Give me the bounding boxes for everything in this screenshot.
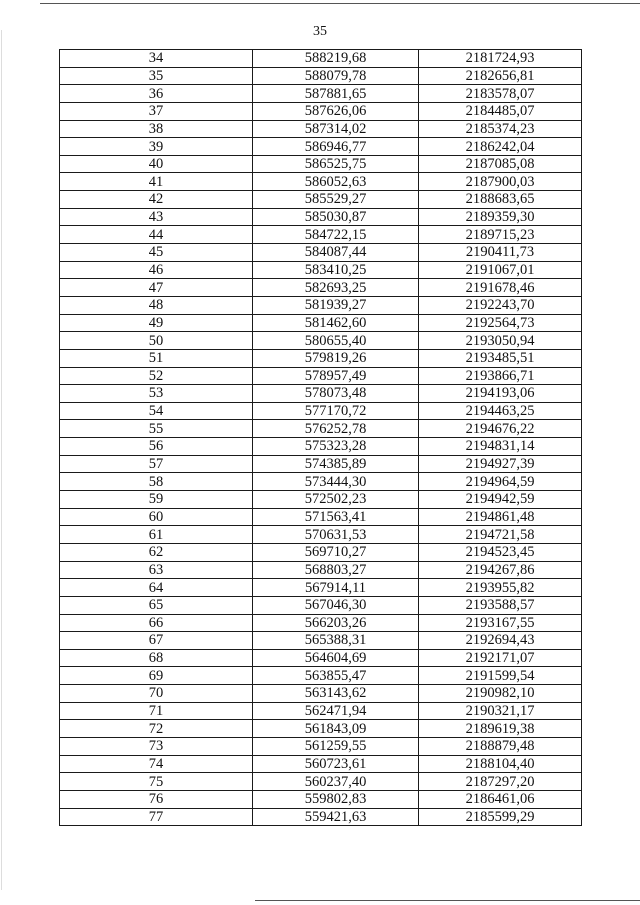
x-coordinate-cell: 588219,68 xyxy=(253,50,419,68)
x-coordinate-cell: 585030,87 xyxy=(253,208,419,226)
point-number-cell: 74 xyxy=(60,755,253,773)
y-coordinate-cell: 2184485,07 xyxy=(419,102,582,120)
table-row xyxy=(60,138,582,156)
x-coordinate-cell: 580655,40 xyxy=(253,332,419,350)
point-number-cell: 58 xyxy=(60,473,253,491)
y-coordinate-cell: 2194193,06 xyxy=(419,385,582,403)
table-row xyxy=(60,367,582,385)
y-coordinate-cell: 2194463,25 xyxy=(419,402,582,420)
x-coordinate-cell: 582693,25 xyxy=(253,279,419,297)
x-coordinate-cell: 576252,78 xyxy=(253,420,419,438)
table-row xyxy=(60,85,582,103)
table-row xyxy=(60,596,582,614)
y-coordinate-cell: 2191599,54 xyxy=(419,667,582,685)
x-coordinate-cell: 585529,27 xyxy=(253,191,419,209)
table-row xyxy=(60,614,582,632)
table-row xyxy=(60,332,582,350)
point-number-cell: 47 xyxy=(60,279,253,297)
y-coordinate-cell: 2193955,82 xyxy=(419,579,582,597)
point-number-cell: 66 xyxy=(60,614,253,632)
point-number-cell: 73 xyxy=(60,737,253,755)
y-coordinate-cell: 2188683,65 xyxy=(419,191,582,209)
y-coordinate-cell: 2187900,03 xyxy=(419,173,582,191)
point-number-cell: 65 xyxy=(60,596,253,614)
point-number-cell: 42 xyxy=(60,191,253,209)
table-row xyxy=(60,208,582,226)
table-row xyxy=(60,120,582,138)
y-coordinate-cell: 2194861,48 xyxy=(419,508,582,526)
point-number-cell: 60 xyxy=(60,508,253,526)
point-number-cell: 62 xyxy=(60,543,253,561)
point-number-cell: 40 xyxy=(60,155,253,173)
table-row xyxy=(60,561,582,579)
table-row xyxy=(60,649,582,667)
point-number-cell: 43 xyxy=(60,208,253,226)
y-coordinate-cell: 2192694,43 xyxy=(419,632,582,650)
y-coordinate-cell: 2194927,39 xyxy=(419,455,582,473)
x-coordinate-cell: 562471,94 xyxy=(253,702,419,720)
x-coordinate-cell: 567914,11 xyxy=(253,579,419,597)
point-number-cell: 50 xyxy=(60,332,253,350)
table-row xyxy=(60,173,582,191)
table-row xyxy=(60,296,582,314)
table-row xyxy=(60,526,582,544)
y-coordinate-cell: 2194964,59 xyxy=(419,473,582,491)
y-coordinate-cell: 2190321,17 xyxy=(419,702,582,720)
point-number-cell: 70 xyxy=(60,685,253,703)
scan-edge-top xyxy=(40,3,640,4)
point-number-cell: 69 xyxy=(60,667,253,685)
point-number-cell: 52 xyxy=(60,367,253,385)
y-coordinate-cell: 2187085,08 xyxy=(419,155,582,173)
point-number-cell: 44 xyxy=(60,226,253,244)
table-row xyxy=(60,279,582,297)
x-coordinate-cell: 575323,28 xyxy=(253,438,419,456)
table-row xyxy=(60,155,582,173)
table-row xyxy=(60,402,582,420)
x-coordinate-cell: 572502,23 xyxy=(253,491,419,509)
y-coordinate-cell: 2187297,20 xyxy=(419,773,582,791)
table-row xyxy=(60,667,582,685)
x-coordinate-cell: 561259,55 xyxy=(253,737,419,755)
x-coordinate-cell: 581939,27 xyxy=(253,296,419,314)
x-coordinate-cell: 587314,02 xyxy=(253,120,419,138)
point-number-cell: 67 xyxy=(60,632,253,650)
table-row xyxy=(60,50,582,68)
x-coordinate-cell: 579819,26 xyxy=(253,349,419,367)
point-number-cell: 55 xyxy=(60,420,253,438)
x-coordinate-cell: 563855,47 xyxy=(253,667,419,685)
table-row xyxy=(60,226,582,244)
scan-edge-left xyxy=(1,30,2,890)
table-row xyxy=(60,473,582,491)
table-row xyxy=(60,385,582,403)
y-coordinate-cell: 2194676,22 xyxy=(419,420,582,438)
x-coordinate-cell: 559802,83 xyxy=(253,790,419,808)
y-coordinate-cell: 2194267,86 xyxy=(419,561,582,579)
x-coordinate-cell: 586946,77 xyxy=(253,138,419,156)
point-number-cell: 54 xyxy=(60,402,253,420)
x-coordinate-cell: 570631,53 xyxy=(253,526,419,544)
table-row xyxy=(60,543,582,561)
y-coordinate-cell: 2181724,93 xyxy=(419,50,582,68)
y-coordinate-cell: 2190982,10 xyxy=(419,685,582,703)
x-coordinate-cell: 578073,48 xyxy=(253,385,419,403)
y-coordinate-cell: 2191067,01 xyxy=(419,261,582,279)
point-number-cell: 63 xyxy=(60,561,253,579)
y-coordinate-cell: 2183578,07 xyxy=(419,85,582,103)
x-coordinate-cell: 587626,06 xyxy=(253,102,419,120)
point-number-cell: 36 xyxy=(60,85,253,103)
table-row xyxy=(60,102,582,120)
point-number-cell: 49 xyxy=(60,314,253,332)
point-number-cell: 57 xyxy=(60,455,253,473)
point-number-cell: 71 xyxy=(60,702,253,720)
y-coordinate-cell: 2182656,81 xyxy=(419,67,582,85)
x-coordinate-cell: 574385,89 xyxy=(253,455,419,473)
point-number-cell: 45 xyxy=(60,244,253,262)
x-coordinate-cell: 561843,09 xyxy=(253,720,419,738)
x-coordinate-cell: 563143,62 xyxy=(253,685,419,703)
point-number-cell: 77 xyxy=(60,808,253,826)
point-number-cell: 56 xyxy=(60,438,253,456)
table-row xyxy=(60,579,582,597)
y-coordinate-cell: 2192564,73 xyxy=(419,314,582,332)
x-coordinate-cell: 559421,63 xyxy=(253,808,419,826)
table-row xyxy=(60,67,582,85)
x-coordinate-cell: 584087,44 xyxy=(253,244,419,262)
y-coordinate-cell: 2193588,57 xyxy=(419,596,582,614)
coordinates-table-body xyxy=(60,50,582,826)
point-number-cell: 48 xyxy=(60,296,253,314)
y-coordinate-cell: 2186461,06 xyxy=(419,790,582,808)
y-coordinate-cell: 2194942,59 xyxy=(419,491,582,509)
y-coordinate-cell: 2189715,23 xyxy=(419,226,582,244)
table-row xyxy=(60,491,582,509)
y-coordinate-cell: 2185599,29 xyxy=(419,808,582,826)
page-number: 35 xyxy=(313,24,327,39)
y-coordinate-cell: 2186242,04 xyxy=(419,138,582,156)
x-coordinate-cell: 588079,78 xyxy=(253,67,419,85)
x-coordinate-cell: 587881,65 xyxy=(253,85,419,103)
point-number-cell: 46 xyxy=(60,261,253,279)
point-number-cell: 76 xyxy=(60,790,253,808)
point-number-cell: 72 xyxy=(60,720,253,738)
y-coordinate-cell: 2193485,51 xyxy=(419,349,582,367)
x-coordinate-cell: 564604,69 xyxy=(253,649,419,667)
x-coordinate-cell: 569710,27 xyxy=(253,543,419,561)
x-coordinate-cell: 583410,25 xyxy=(253,261,419,279)
table-row xyxy=(60,314,582,332)
y-coordinate-cell: 2191678,46 xyxy=(419,279,582,297)
x-coordinate-cell: 560237,40 xyxy=(253,773,419,791)
point-number-cell: 64 xyxy=(60,579,253,597)
y-coordinate-cell: 2194523,45 xyxy=(419,543,582,561)
table-row xyxy=(60,755,582,773)
table-row xyxy=(60,261,582,279)
point-number-cell: 68 xyxy=(60,649,253,667)
y-coordinate-cell: 2194831,14 xyxy=(419,438,582,456)
point-number-cell: 51 xyxy=(60,349,253,367)
x-coordinate-cell: 581462,60 xyxy=(253,314,419,332)
x-coordinate-cell: 568803,27 xyxy=(253,561,419,579)
x-coordinate-cell: 566203,26 xyxy=(253,614,419,632)
x-coordinate-cell: 573444,30 xyxy=(253,473,419,491)
coordinates-table xyxy=(59,49,582,826)
y-coordinate-cell: 2188879,48 xyxy=(419,737,582,755)
y-coordinate-cell: 2189359,30 xyxy=(419,208,582,226)
y-coordinate-cell: 2190411,73 xyxy=(419,244,582,262)
table-row xyxy=(60,737,582,755)
y-coordinate-cell: 2189619,38 xyxy=(419,720,582,738)
point-number-cell: 41 xyxy=(60,173,253,191)
x-coordinate-cell: 578957,49 xyxy=(253,367,419,385)
point-number-cell: 75 xyxy=(60,773,253,791)
y-coordinate-cell: 2192243,70 xyxy=(419,296,582,314)
table-row xyxy=(60,191,582,209)
table-row xyxy=(60,349,582,367)
x-coordinate-cell: 560723,61 xyxy=(253,755,419,773)
y-coordinate-cell: 2194721,58 xyxy=(419,526,582,544)
point-number-cell: 61 xyxy=(60,526,253,544)
table-row xyxy=(60,808,582,826)
table-row xyxy=(60,508,582,526)
x-coordinate-cell: 586525,75 xyxy=(253,155,419,173)
table-row xyxy=(60,438,582,456)
x-coordinate-cell: 577170,72 xyxy=(253,402,419,420)
y-coordinate-cell: 2193050,94 xyxy=(419,332,582,350)
point-number-cell: 34 xyxy=(60,50,253,68)
y-coordinate-cell: 2185374,23 xyxy=(419,120,582,138)
table-row xyxy=(60,244,582,262)
table-row xyxy=(60,632,582,650)
y-coordinate-cell: 2193866,71 xyxy=(419,367,582,385)
scan-edge-bottom xyxy=(255,900,640,901)
y-coordinate-cell: 2193167,55 xyxy=(419,614,582,632)
y-coordinate-cell: 2188104,40 xyxy=(419,755,582,773)
point-number-cell: 53 xyxy=(60,385,253,403)
table-row xyxy=(60,702,582,720)
table-row xyxy=(60,773,582,791)
y-coordinate-cell: 2192171,07 xyxy=(419,649,582,667)
table-row xyxy=(60,455,582,473)
table-row xyxy=(60,685,582,703)
table-row xyxy=(60,720,582,738)
point-number-cell: 35 xyxy=(60,67,253,85)
x-coordinate-cell: 571563,41 xyxy=(253,508,419,526)
point-number-cell: 39 xyxy=(60,138,253,156)
x-coordinate-cell: 586052,63 xyxy=(253,173,419,191)
x-coordinate-cell: 567046,30 xyxy=(253,596,419,614)
point-number-cell: 38 xyxy=(60,120,253,138)
table-row xyxy=(60,790,582,808)
table-row xyxy=(60,420,582,438)
x-coordinate-cell: 584722,15 xyxy=(253,226,419,244)
point-number-cell: 37 xyxy=(60,102,253,120)
x-coordinate-cell: 565388,31 xyxy=(253,632,419,650)
point-number-cell: 59 xyxy=(60,491,253,509)
